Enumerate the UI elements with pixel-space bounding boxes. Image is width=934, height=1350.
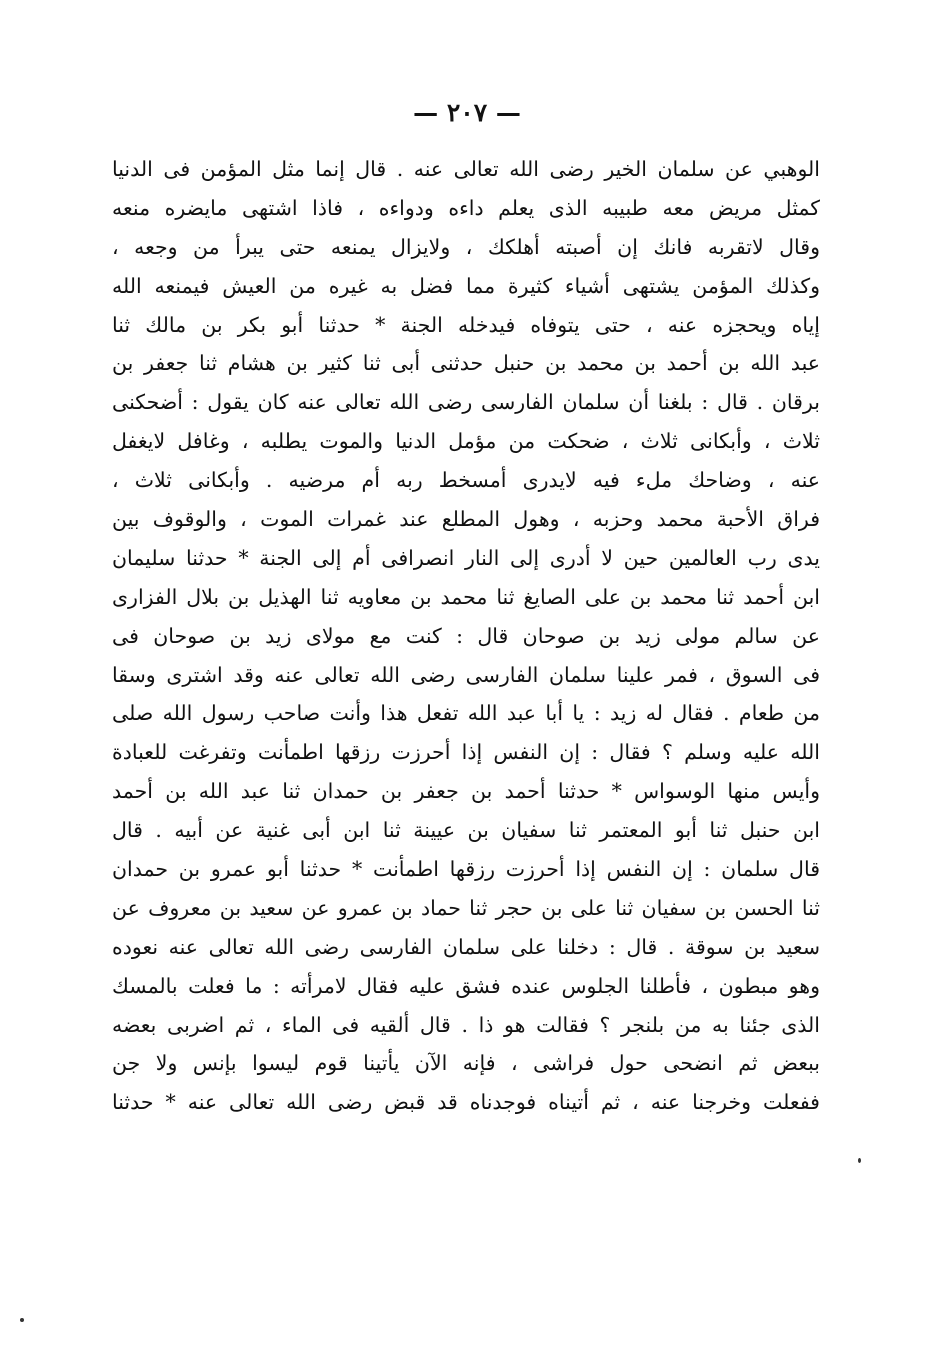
text-line: ابن أحمد ثنا محمد بن على الصايغ ثنا محمد بن معاويه ثنا الهذيل بن بلال الفزارى [112,584,820,609]
text-line: ففعلت وخرجنا عنه ، ثم أتيناه فوجدناه قد قبض رضى الله تعالى عنه * حدثنا [112,1090,820,1115]
text-line: وهو مبطون ، فأطلنا الجلوس عنده فشق عليه فقال لامرأته : ما فعلت بالمسك [112,973,820,998]
scan-speck [858,1158,861,1163]
text-line: ثلاث ، وأبكانى ثلاث ، ضحكت من مؤمل الدنيا والموت يطلبه ، وغافل لايغفل [112,429,820,454]
page-number: — ٢٠٧ — [413,98,521,127]
text-line: برقان . قال : بلغنا أن سلمان الفارسى رضى الله تعالى عنه كان يقول : أضحكنى [112,390,820,415]
text-line: الوهبي عن سلمان الخير رضى الله تعالى عنه . قال إنما مثل المؤمن فى الدنيا [112,157,820,181]
text-line: ببعض ثم انضحى حول فراشى ، فإنه الآن يأتينا قوم ليسوا بإنس ولا جن [112,1051,820,1076]
text-line: من طعام . فقال له زيد : يا أبا عبد الله تفعل هذا وأنت صاحب رسول الله صلى [112,701,820,726]
text-line: عنه ، وضاحك ملء فيه لايدرى أمسخط ربه أم مرضيه . وأبكانى ثلاث ، [112,468,820,493]
text-line: قال سلمان : إن النفس إذا أحرزت رزقها اطمأنت * حدثنا أبو عمرو بن حمدان [112,857,820,882]
text-line: سعيد بن سوقة . قال : دخلنا على سلمان الفارسى رضى الله تعالى عنه نعوده [112,934,820,959]
text-line: الذى جئنا به من بلنجر ؟ فقالت هو ذا . قال ألقيه فى الماء ، ثم اضربى بعضه [112,1012,820,1037]
scan-speck [20,1318,24,1322]
text-line: وقال لاتقربه فانك إن أصبته أهلكك ، ولايزال يمنعه حتى يبرأ من وجعه ، [112,234,820,259]
text-line: وأيس منها الوسواس * حدثنا أحمد بن جعفر بن حمدان ثنا عبد الله بن أحمد [112,779,820,804]
body-text [112,150,820,1122]
text-line: ثنا الحسن بن سفيان ثنا على بن حجر ثنا حماد بن عمرو عن سعيد بن معروف عن [112,895,820,920]
text-line: إياه ويحجزه عنه ، حتى يتوفاه فيدخله الجنة * حدثنا أبو بكر بن مالك ثنا [112,312,820,337]
text-line: يدى رب العالمين حين لا أدرى إلى النار انصرافى أم إلى الجنة * حدثنا سليمان [112,545,820,570]
text-line: عبد الله بن أحمد بن محمد بن حنبل حدثنى أبى ثنا كثير بن هشام ثنا جعفر بن [112,351,820,376]
text-line: فراق الأحبة محمد وحزبه ، وهول المطلع عند غمرات الموت ، والوقوف بين [112,507,820,532]
text-line: ابن حنبل ثنا أبو المعتمر ثنا سفيان بن عيينة ثنا ابن أبى غنية عن أبيه . قال [112,818,820,843]
text-line: كمثل مريض معه طبيبه الذى يعلم داءه ودواءه ، فاذا اشتهى مايضره منعه [112,195,820,220]
text-line: عن سالم مولى زيد بن صوحان قال : كنت مع مولاى زيد بن صوحان فى [112,623,820,648]
text-line: الله عليه وسلم ؟ فقال : إن النفس إذا أحرزت رزقها اطمأنت وتفرغت للعبادة [112,740,820,765]
text-line: فى السوق ، فمر علينا سلمان الفارسى رضى الله تعالى عنه وقد اشترى وسقا [112,662,820,687]
text-line: وكذلك المؤمن يشتهى أشياء كثيرة مما فضل به غيره من العيش فيمنعه الله [112,273,820,298]
